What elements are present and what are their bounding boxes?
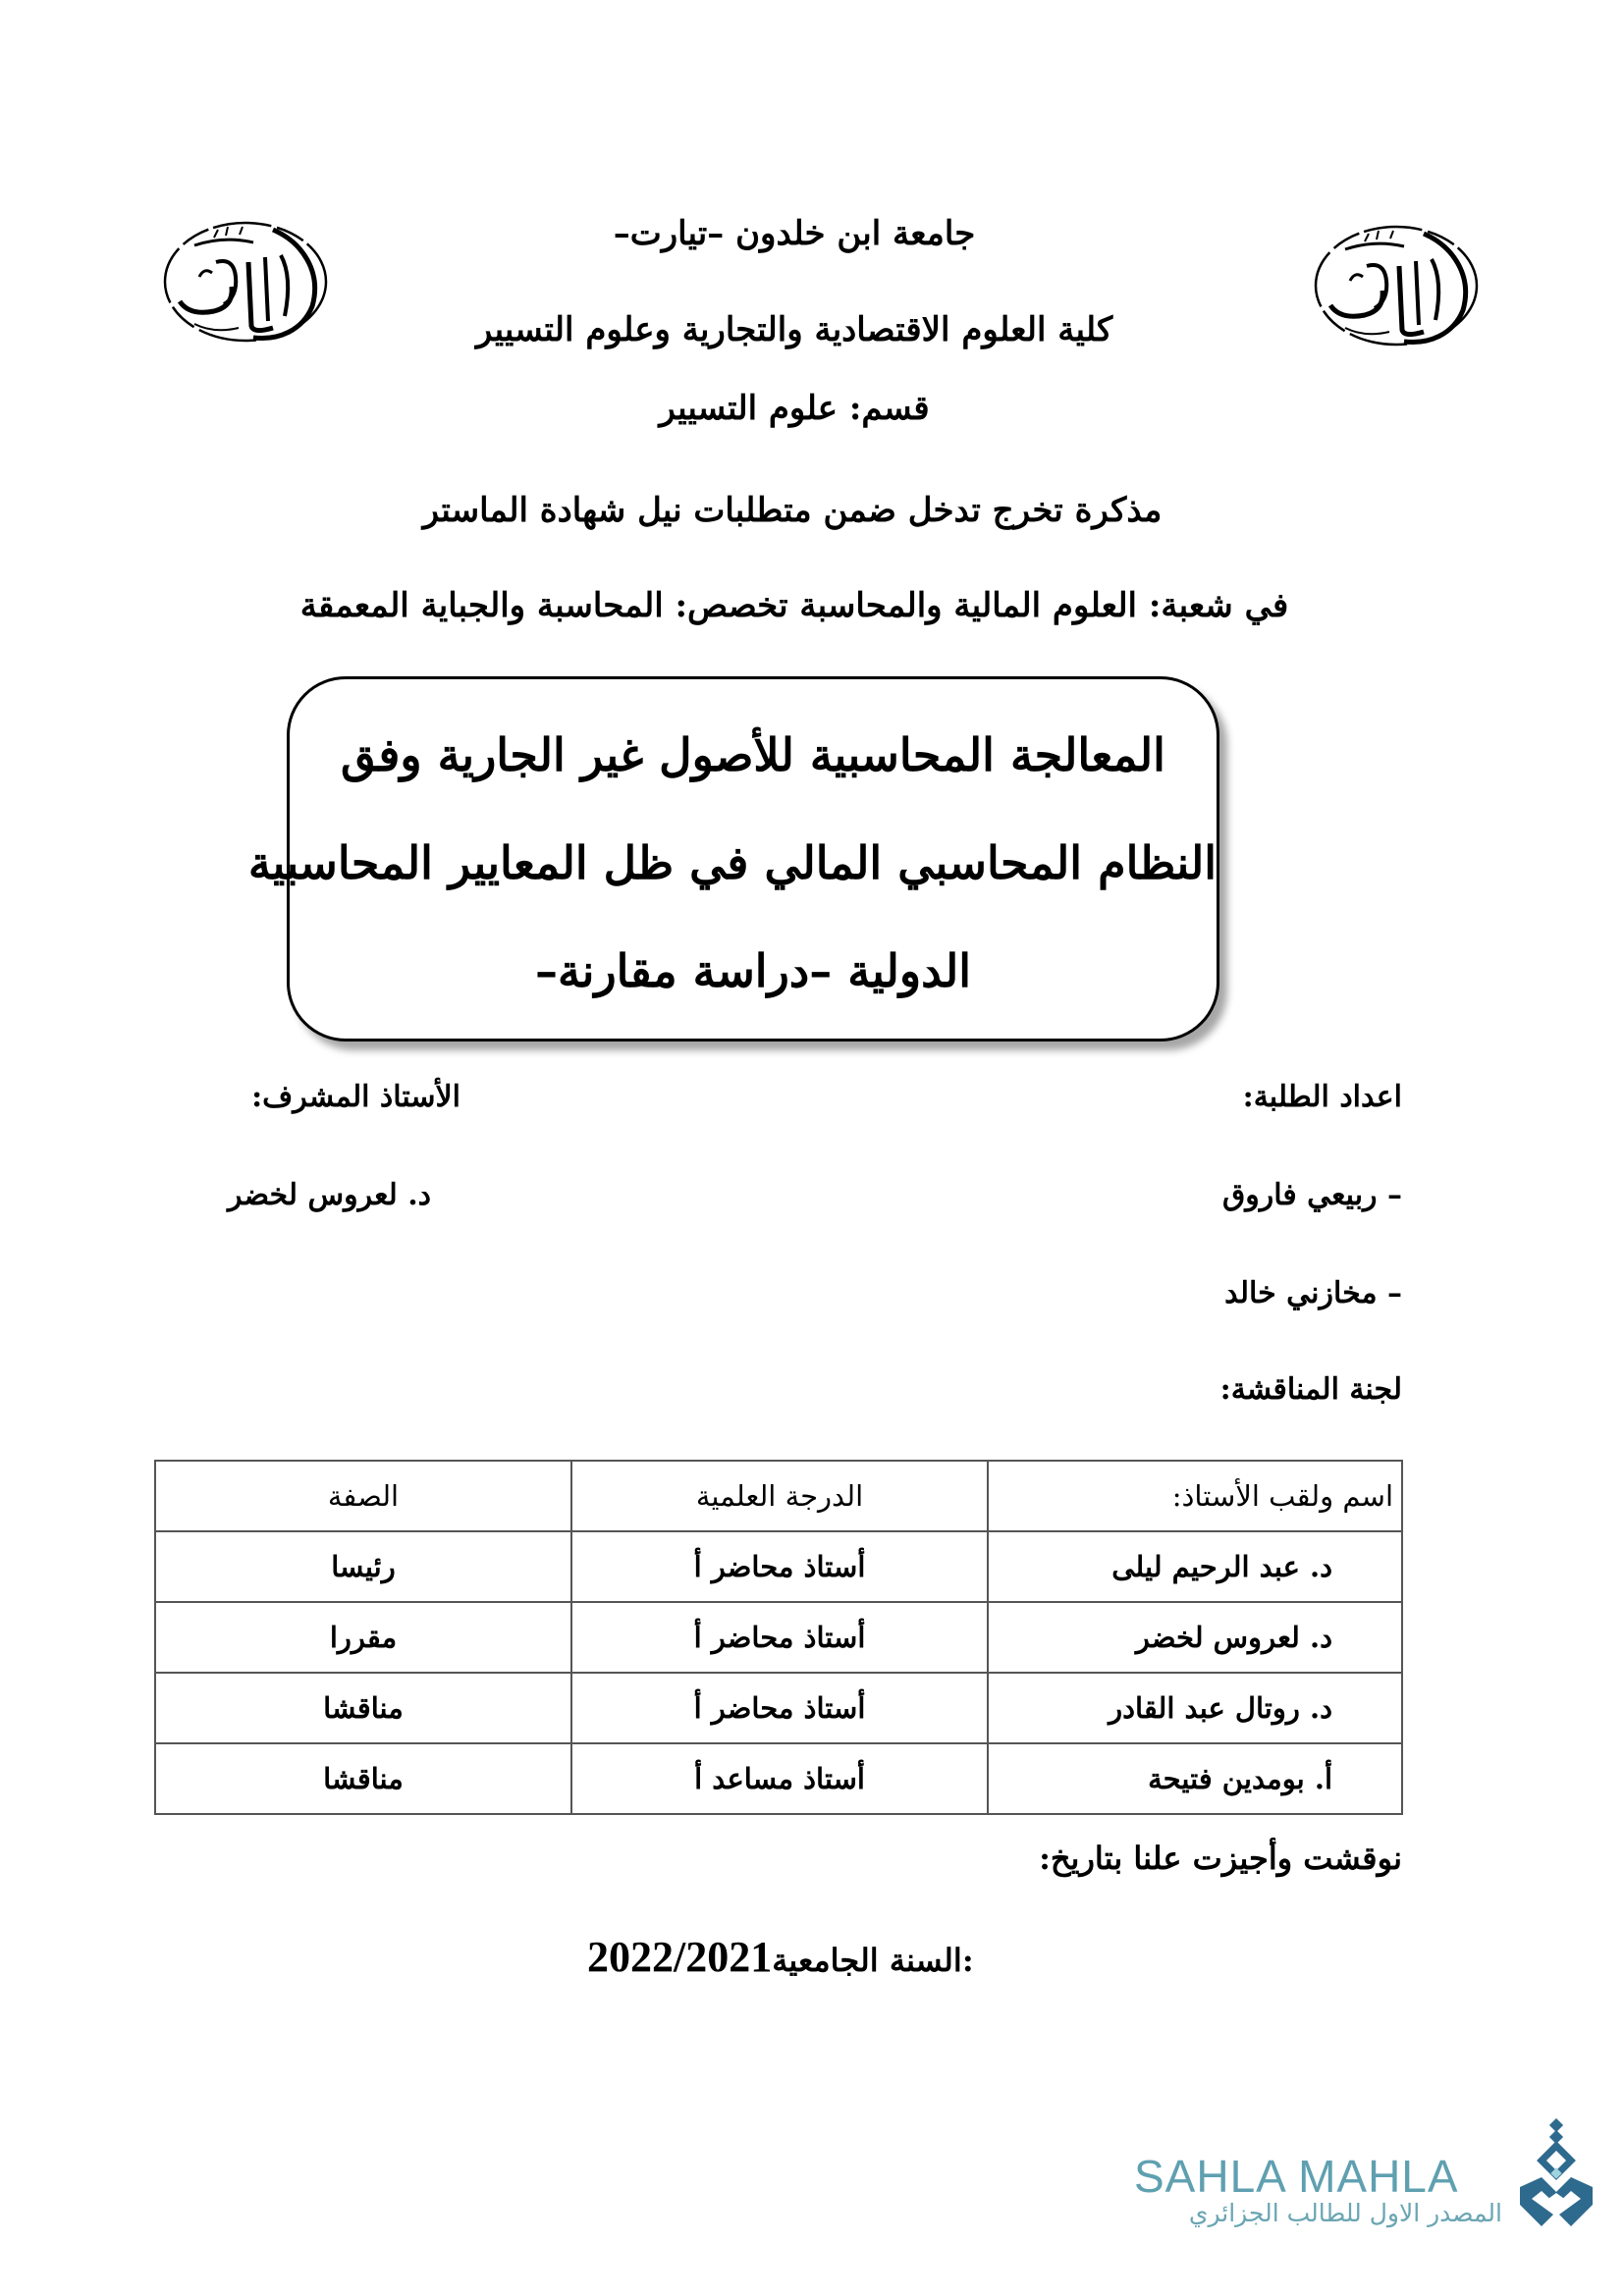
column-header-name: اسم ولقب الأستاذ:	[988, 1461, 1402, 1531]
member-name: د. روتال عبد القادر	[988, 1673, 1402, 1743]
member-rank: أستاذ محاضر أ	[571, 1673, 988, 1743]
department-name: قسم: علوم التسيير	[659, 389, 930, 428]
supervisor-name: د. لعروس لخضر	[227, 1178, 431, 1212]
table-row	[155, 1673, 1402, 1743]
member-name: د. لعروس لخضر	[988, 1602, 1402, 1673]
university-name: جامعة ابن خلدون –تيارت–	[613, 214, 976, 253]
thesis-title-line-2: النظام المحاسبي المالي في ظل المعايير المحاسبية	[247, 836, 1217, 889]
watermark-subtitle: المصدر الاول للطالب الجزائري	[1188, 2199, 1502, 2227]
member-role: مناقشا	[155, 1673, 571, 1743]
table-header-row	[155, 1461, 1402, 1531]
committee-label: لجنة المناقشة:	[1219, 1372, 1402, 1407]
thesis-title-box	[247, 676, 1219, 1041]
students-label: اعداد الطلبة:	[1242, 1080, 1402, 1114]
column-header-role: الصفة	[155, 1461, 571, 1531]
member-role: مقررا	[155, 1602, 571, 1673]
academic-year-value: 2022/2021	[587, 1933, 773, 1981]
table-row	[155, 1602, 1402, 1673]
academic-year-label: السنة الجامعية:	[772, 1942, 974, 1979]
discussion-date-label: نوقشت وأجيزت علنا بتاريخ:	[1039, 1840, 1402, 1877]
academic-year-line	[587, 1932, 974, 1982]
member-role: رئيسا	[155, 1531, 571, 1602]
branch-specialty-line: في شعبة: العلوم المالية والمحاسبة تخصص: المحاسبة والجباية المعمقة	[299, 586, 1289, 625]
committee-table	[154, 1460, 1403, 1815]
table-row	[155, 1743, 1402, 1814]
student-name-2: – مخازني خالد	[1224, 1276, 1402, 1310]
supervisor-label: الأستاذ المشرف:	[251, 1080, 460, 1114]
sahla-mahla-logo-icon	[1502, 2118, 1610, 2236]
member-rank: أستاذ محاضر أ	[571, 1602, 988, 1673]
faculty-name: كلية العلوم الاقتصادية والتجارية وعلوم التسيير	[475, 310, 1113, 349]
member-name: د. عبد الرحيم ليلى	[988, 1531, 1402, 1602]
table-row	[155, 1531, 1402, 1602]
student-name-1: – ربيعي فاروق	[1222, 1178, 1402, 1212]
member-rank: أستاذ محاضر أ	[571, 1531, 988, 1602]
member-role: مناقشا	[155, 1743, 571, 1814]
member-rank: أستاذ مساعد أ	[571, 1743, 988, 1814]
column-header-rank: الدرجة العلمية	[571, 1461, 988, 1531]
thesis-title-line-3: الدولية –دراسة مقارنة–	[534, 944, 972, 997]
thesis-type: مذكرة تخرج تدخل ضمن متطلبات نيل شهادة الماستر	[422, 491, 1163, 530]
member-name: أ. بومدين فتيحة	[988, 1743, 1402, 1814]
thesis-title-line-1: المعالجة المحاسبية للأصول غير الجارية وفق	[341, 728, 1165, 781]
watermark-title: SAHLA MAHLA	[1134, 2151, 1459, 2202]
